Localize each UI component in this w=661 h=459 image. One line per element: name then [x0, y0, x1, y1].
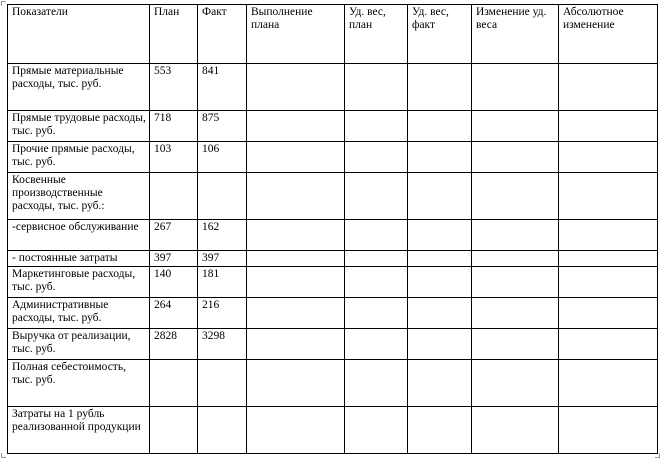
header-cell: Уд. вес, факт: [408, 5, 472, 64]
share-fact-cell: [408, 173, 472, 220]
absolute-change-cell: [559, 329, 658, 360]
plan-fulfillment-cell: [247, 173, 345, 220]
plan-cell: 267: [150, 220, 198, 251]
share-fact-cell: [408, 267, 472, 298]
share-plan-cell: [345, 173, 408, 220]
row-label: Маркетинговые расходы, тыс. руб.: [8, 267, 150, 298]
share-fact-cell: [408, 64, 472, 111]
table-row: [8, 220, 658, 251]
share-fact-cell: [408, 360, 472, 407]
share-change-cell: [472, 111, 559, 142]
header-cell: Выполнение плана: [247, 5, 345, 64]
share-fact-cell: [408, 329, 472, 360]
share-change-cell: [472, 64, 559, 111]
table-row: [8, 360, 658, 407]
fact-cell: [198, 360, 247, 407]
page-corner-mark: [1, 453, 6, 458]
absolute-change-cell: [559, 142, 658, 173]
header-cell: Уд. вес, план: [345, 5, 408, 64]
absolute-change-cell: [559, 64, 658, 111]
row-label: Затраты на 1 рубль реализованной продукции: [8, 407, 150, 454]
table-row: [8, 251, 658, 267]
share-change-cell: [472, 298, 559, 329]
share-plan-cell: [345, 64, 408, 111]
row-label: Косвенные производственные расходы, тыс. руб.:: [8, 173, 150, 220]
plan-cell: [150, 360, 198, 407]
fact-cell: 106: [198, 142, 247, 173]
plan-fulfillment-cell: [247, 251, 345, 267]
share-plan-cell: [345, 267, 408, 298]
fact-cell: 875: [198, 111, 247, 142]
absolute-change-cell: [559, 267, 658, 298]
absolute-change-cell: [559, 173, 658, 220]
absolute-change-cell: [559, 298, 658, 329]
plan-cell: 103: [150, 142, 198, 173]
fact-cell: 162: [198, 220, 247, 251]
fact-cell: 181: [198, 267, 247, 298]
row-label: Выручка от реализации, тыс. руб.: [8, 329, 150, 360]
share-plan-cell: [345, 329, 408, 360]
plan-cell: 140: [150, 267, 198, 298]
share-change-cell: [472, 267, 559, 298]
share-change-cell: [472, 251, 559, 267]
share-change-cell: [472, 142, 559, 173]
share-change-cell: [472, 220, 559, 251]
share-plan-cell: [345, 251, 408, 267]
table-row: [8, 407, 658, 454]
table-row: [8, 173, 658, 220]
row-label: - постоянные затраты: [8, 251, 150, 267]
absolute-change-cell: [559, 407, 658, 454]
header-cell: Показатели: [8, 5, 150, 64]
table-row: [8, 111, 658, 142]
share-plan-cell: [345, 298, 408, 329]
table-header-row: [8, 5, 658, 64]
absolute-change-cell: [559, 111, 658, 142]
plan-cell: 264: [150, 298, 198, 329]
fact-cell: [198, 407, 247, 454]
plan-fulfillment-cell: [247, 267, 345, 298]
fact-cell: 216: [198, 298, 247, 329]
row-label: Прочие прямые расходы, тыс. руб.: [8, 142, 150, 173]
share-change-cell: [472, 329, 559, 360]
share-fact-cell: [408, 251, 472, 267]
share-plan-cell: [345, 142, 408, 173]
share-fact-cell: [408, 142, 472, 173]
share-fact-cell: [408, 298, 472, 329]
plan-cell: 397: [150, 251, 198, 267]
table-row: [8, 64, 658, 111]
plan-fulfillment-cell: [247, 329, 345, 360]
plan-cell: 553: [150, 64, 198, 111]
plan-cell: 718: [150, 111, 198, 142]
share-plan-cell: [345, 111, 408, 142]
table-row: [8, 267, 658, 298]
share-fact-cell: [408, 220, 472, 251]
plan-cell: 2828: [150, 329, 198, 360]
table-row: [8, 298, 658, 329]
fact-cell: 3298: [198, 329, 247, 360]
page-corner-mark: [1, 1, 6, 6]
row-label: Административные расходы, тыс. руб.: [8, 298, 150, 329]
absolute-change-cell: [559, 220, 658, 251]
share-plan-cell: [345, 407, 408, 454]
share-change-cell: [472, 360, 559, 407]
header-cell: Абсолютное изменение: [559, 5, 658, 64]
plan-fulfillment-cell: [247, 142, 345, 173]
cost-analysis-table: [7, 4, 658, 454]
absolute-change-cell: [559, 251, 658, 267]
table-row: [8, 142, 658, 173]
plan-fulfillment-cell: [247, 360, 345, 407]
header-cell: План: [150, 5, 198, 64]
header-cell: Факт: [198, 5, 247, 64]
share-change-cell: [472, 173, 559, 220]
plan-cell: [150, 407, 198, 454]
plan-fulfillment-cell: [247, 111, 345, 142]
share-fact-cell: [408, 407, 472, 454]
row-label: Прямые материальные расходы, тыс. руб.: [8, 64, 150, 111]
row-label: -сервисное обслуживание: [8, 220, 150, 251]
share-fact-cell: [408, 111, 472, 142]
plan-fulfillment-cell: [247, 407, 345, 454]
row-label: Полная себестоимость, тыс. руб.: [8, 360, 150, 407]
plan-fulfillment-cell: [247, 298, 345, 329]
row-label: Прямые трудовые расходы, тыс. руб.: [8, 111, 150, 142]
share-plan-cell: [345, 220, 408, 251]
fact-cell: 841: [198, 64, 247, 111]
header-cell: Изменение уд. веса: [472, 5, 559, 64]
share-change-cell: [472, 407, 559, 454]
absolute-change-cell: [559, 360, 658, 407]
share-plan-cell: [345, 360, 408, 407]
fact-cell: 397: [198, 251, 247, 267]
fact-cell: [198, 173, 247, 220]
plan-fulfillment-cell: [247, 220, 345, 251]
plan-cell: [150, 173, 198, 220]
table-row: [8, 329, 658, 360]
plan-fulfillment-cell: [247, 64, 345, 111]
